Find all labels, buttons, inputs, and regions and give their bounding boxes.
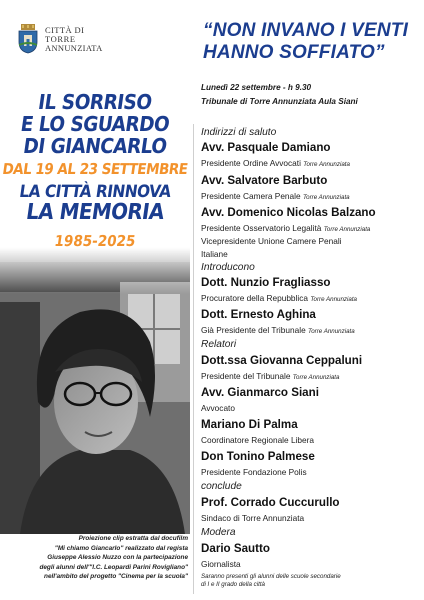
caption-line: Giuseppe Alessio Nuzzo con la partecipazione [47, 554, 188, 561]
poster-subtitle-line: LA CITTÀ RINNOVA [18, 182, 172, 202]
speaker-name: Avv. Pasquale Damiano [201, 141, 331, 154]
poster-title-line: DI GIANCARLO [21, 134, 169, 158]
city-crest-logo [17, 24, 39, 54]
speaker-role [201, 223, 370, 233]
speaker-role: Coordinatore Regionale Libera [201, 435, 315, 445]
section-heading: Introducono [201, 262, 255, 273]
role-city: Torre Annunziata [303, 161, 350, 168]
speaker-role: Vicepresidente Unione Camere Penali [201, 236, 342, 246]
speaker-role [201, 325, 355, 335]
speaker-name: Dott. Nunzio Fragliasso [201, 276, 331, 289]
speaker-role: Giornalista [201, 559, 241, 569]
speaker-name: Avv. Gianmarco Siani [201, 386, 319, 399]
speaker-role: Sindaco di Torre Annunziata [201, 513, 305, 523]
role-text: Già Presidente del Tribunale [201, 325, 306, 335]
role-text: Procuratore della Repubblica [201, 293, 309, 303]
event-title-line: “NON INVANO I VENTI [203, 20, 409, 41]
role-city: Torre Annunziata [308, 328, 355, 335]
event-datetime: Lunedì 22 settembre - h 9.30 [201, 83, 312, 92]
poster-title-line: E LO SGUARDO [19, 112, 171, 136]
speaker-role [201, 371, 339, 381]
speaker-role: Italiane [201, 249, 228, 259]
speaker-role [201, 293, 357, 303]
speaker-name: Mariano Di Palma [201, 418, 298, 431]
section-heading: Relatori [201, 339, 237, 350]
speaker-role [201, 191, 350, 201]
closing-note [201, 573, 421, 589]
city-name-line: ANNUNZIATA [45, 43, 103, 53]
photo-caption [0, 534, 188, 582]
poster-title-line: IL SORRISO [36, 90, 154, 114]
role-city: Torre Annunziata [292, 374, 340, 381]
section-heading: conclude [201, 481, 242, 492]
closing-note-line: Saranno presenti gli alunni delle scuole secondarie [201, 573, 341, 580]
event-title [203, 20, 418, 64]
caption-line: nell'ambito del progetto "Cinema per la scuola" [44, 573, 188, 580]
speaker-role: Presidente Fondazione Polis [201, 467, 307, 477]
speaker-role [201, 158, 350, 168]
role-text: Presidente Camera Penale [201, 191, 301, 201]
speaker-role: Avvocato [201, 403, 235, 413]
section-heading: Modera [201, 527, 236, 538]
poster-panel [0, 72, 190, 534]
role-text: Presidente Osservatorio Legalità [201, 223, 322, 233]
speaker-name: Dott.ssa Giovanna Ceppaluni [201, 354, 363, 367]
poster-years: 1985-2025 [53, 232, 137, 250]
caption-line: "Mi chiamo Giancarlo" realizzato dal regista [54, 544, 188, 552]
poster-dates: DAL 19 AL 23 SETTEMBRE [1, 160, 189, 178]
section-heading: Indirizzi di saluto [201, 127, 277, 138]
speaker-name: Avv. Salvatore Barbuto [201, 174, 328, 187]
speaker-name: Dott. Ernesto Aghina [201, 308, 316, 321]
speaker-name: Dario Sautto [201, 542, 270, 555]
city-name-line: TORRE [45, 34, 76, 44]
event-title-line: HANNO SOFFIATO” [203, 42, 385, 63]
role-city: Torre Annunziata [323, 226, 371, 233]
speaker-name: Avv. Domenico Nicolas Balzano [201, 206, 376, 219]
closing-note-line: di I e II grado della città [201, 581, 265, 588]
column-divider [193, 124, 194, 594]
city-name [45, 26, 103, 53]
role-city: Torre Annunziata [302, 194, 350, 201]
caption-line: degli alunni dell'"I.C. Leopardi Parini Rovigliano" [39, 563, 188, 571]
role-city: Torre Annunziata [310, 296, 357, 303]
speaker-name: Prof. Corrado Cuccurullo [201, 496, 340, 509]
event-venue: Tribunale di Torre Annunziata Aula Siani [201, 97, 358, 106]
role-text: Presidente del Tribunale [201, 371, 291, 381]
role-text: Presidente Ordine Avvocati [201, 158, 301, 168]
poster-subtitle-line: LA MEMORIA [24, 200, 166, 225]
caption-line: Proiezione clip estratta dal docufilm [78, 535, 188, 542]
city-name-line: CITTÀ DI [45, 25, 85, 35]
speaker-name: Don Tonino Palmese [201, 450, 315, 463]
